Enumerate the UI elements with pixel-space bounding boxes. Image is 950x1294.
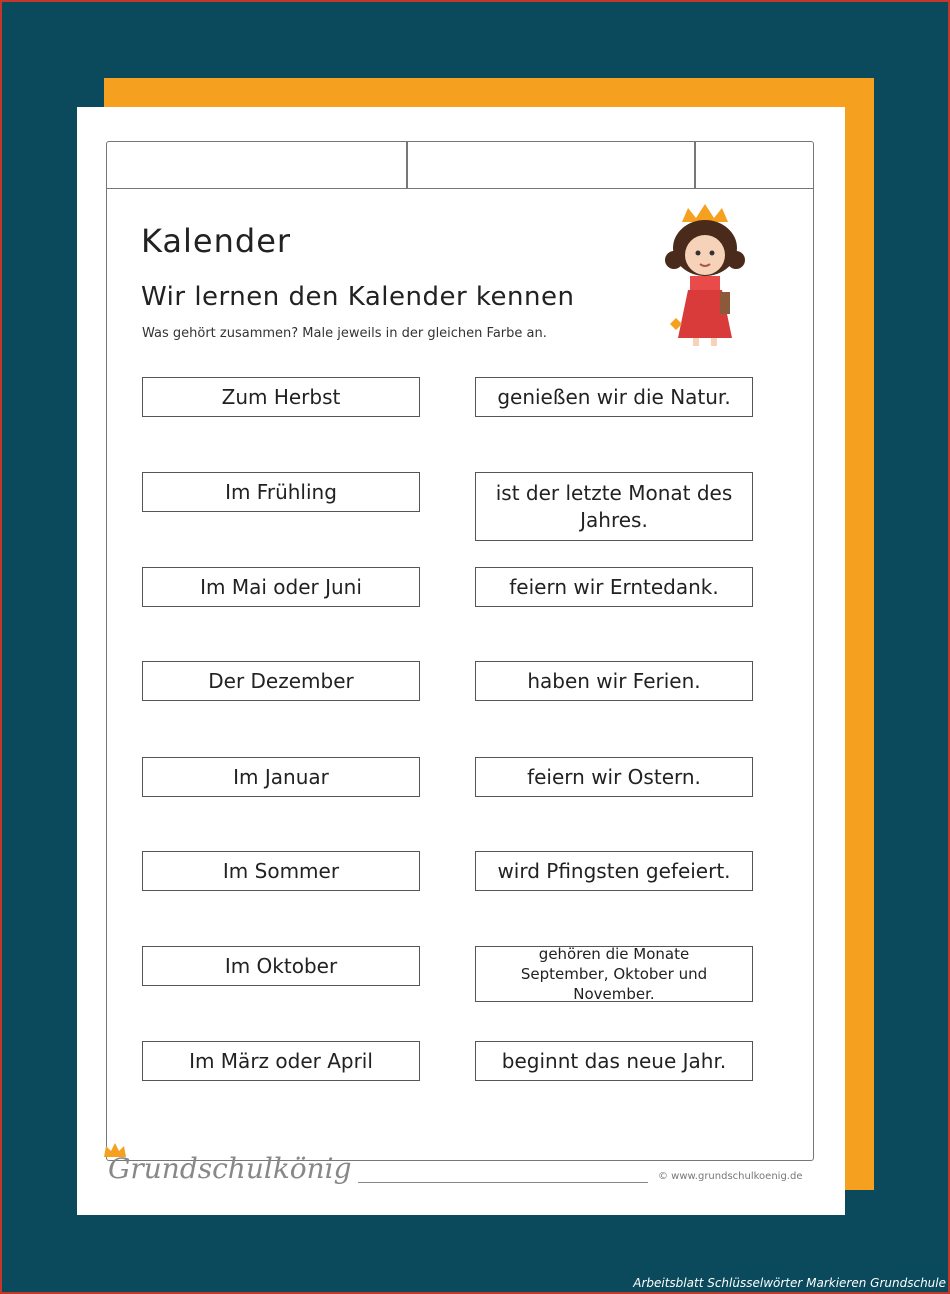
brand-logo: Grundschulkönig — [108, 1152, 352, 1185]
princess-girl-icon — [660, 200, 750, 350]
right-phrase-box[interactable]: feiern wir Ostern. — [475, 757, 753, 797]
copyright-text: © www.grundschulkoenig.de — [658, 1171, 803, 1182]
right-phrase-box[interactable]: gehören die Monate September, Oktober und November. — [475, 946, 753, 1002]
left-phrase-box[interactable]: Zum Herbst — [142, 377, 420, 417]
header-divider — [406, 141, 408, 189]
right-phrase-box[interactable]: wird Pfingsten gefeiert. — [475, 851, 753, 891]
worksheet-subtitle: Wir lernen den Kalender kennen — [141, 282, 575, 312]
right-phrase-box[interactable]: ist der letzte Monat des Jahres. — [475, 472, 753, 541]
left-phrase-box[interactable]: Der Dezember — [142, 661, 420, 701]
left-phrase-box[interactable]: Im Frühling — [142, 472, 420, 512]
left-phrase-box[interactable]: Im März oder April — [142, 1041, 420, 1081]
right-phrase-box[interactable]: haben wir Ferien. — [475, 661, 753, 701]
worksheet-title: Kalender — [141, 222, 292, 260]
worksheet-instruction: Was gehört zusammen? Male jeweils in der gleichen Farbe an. — [142, 326, 547, 341]
right-phrase-box[interactable]: beginnt das neue Jahr. — [475, 1041, 753, 1081]
left-phrase-box[interactable]: Im Januar — [142, 757, 420, 797]
name-date-header — [106, 141, 814, 189]
left-phrase-box[interactable]: Im Mai oder Juni — [142, 567, 420, 607]
image-caption: Arbeitsblatt Schlüsselwörter Markieren Grundschule — [633, 1276, 946, 1290]
footer-divider — [358, 1182, 648, 1183]
right-phrase-box[interactable]: feiern wir Erntedank. — [475, 567, 753, 607]
left-phrase-box[interactable]: Im Oktober — [142, 946, 420, 986]
header-divider — [694, 141, 696, 189]
right-phrase-box[interactable]: genießen wir die Natur. — [475, 377, 753, 417]
left-phrase-box[interactable]: Im Sommer — [142, 851, 420, 891]
